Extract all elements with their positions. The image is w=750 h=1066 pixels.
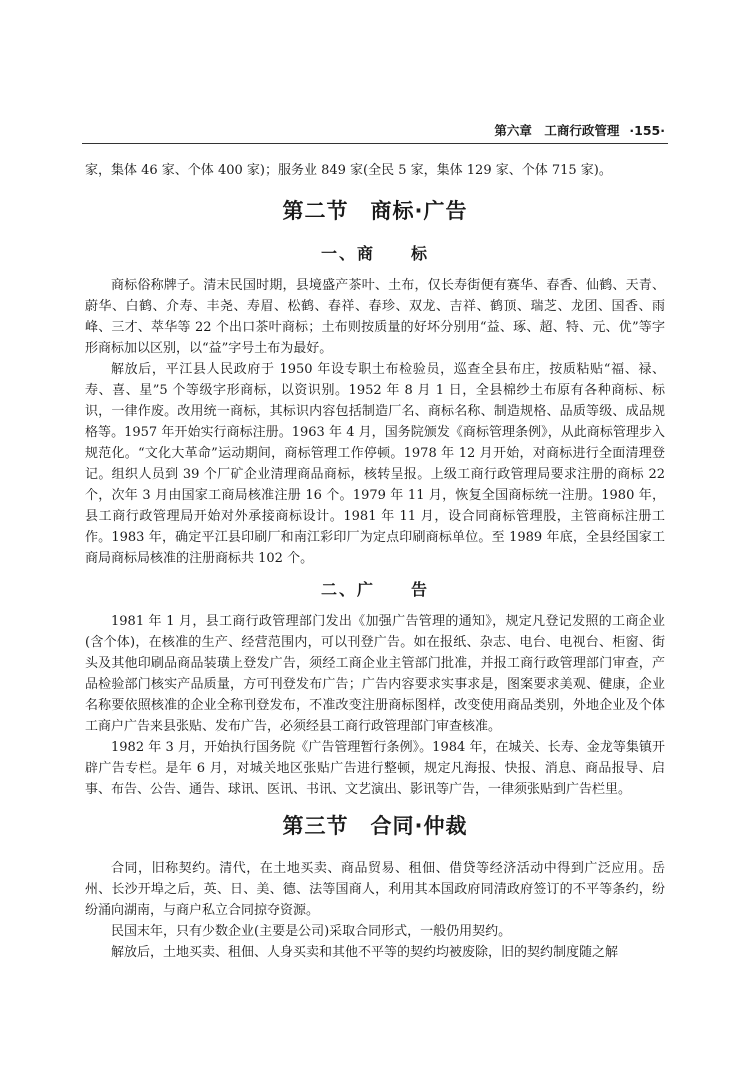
paragraph: 解放后，土地买卖、租佃、人身买卖和其他不平等的契约均被废除，旧的契约制度随之解 — [111, 945, 619, 960]
paragraph: 1982 年 3 月，开始执行国务院《广告管理暂行条例》。1984 年，在城关、长寿、金龙等集镇开辟广告专栏。是年 6 月，对城关地区张贴广告进行整顿，规定凡海报、快报、消息、商品报导、启事、布告、公告、通告、球讯、医讯、书讯、文艺演出、影讯等广告，一律须张贴到广告栏里。 — [85, 740, 665, 797]
subsection-title-advertising: 二、广 告 — [320, 580, 429, 599]
paragraph: 民国末年，只有少数企业(主要是公司)采取合同形式，一般仍用契约。 — [111, 924, 512, 939]
section-title-contract-arbitration: 第三节 合同·仲裁 — [282, 814, 468, 838]
page-body — [85, 160, 665, 963]
chapter-title: 第六章 工商行政管理 — [494, 123, 620, 138]
paragraph: 商标俗称牌子。清末民国时期，县境盛产茶叶、土布，仅长寿街便有赛华、春香、仙鹤、天青、蔚华、白鹤、介寿、丰尧、寿眉、松鹤、春祥、春珍、双龙、吉祥、鹤顶、瑞芝、龙团、国香、雨峰、三才、萃华等 22 个出口茶叶商标；土布则按质量的好坏分别用“益、琢、超、特、元、优”等字形商标加以区别，以“益”字号土布为最好。 — [85, 278, 665, 356]
header-rule — [82, 143, 668, 144]
section-title-trademark-advertising: 第二节 商标·广告 — [282, 199, 468, 223]
paragraph: 解放后，平江县人民政府于 1950 年设专职土布检验员，巡查全县布庄，按质粘贴“福、禄、寿、喜、星”5 个等级字形商标，以资识别。1952 年 8 月 1 日，全县棉纱土布原有各种商标、标识，一律作废。改用统一商标，其标识内容包括制造厂名、商标名称、制造规格、品质等级、成品规格等。1957 年开始实行商标注册。1963 年 4 月，国务院颁发《商标管理条例》，从此商标管理步入规范化。“文化大革命”运动期间，商标管理工作停顿。1978 年 12 月开始，对商标进行全面清理登记。组织人员到 39 个厂矿企业清理商品商标，核转呈报。上级工商行政管理局要求注册的商标 22 个，次年 3 月由国家工商局核准注册 16 个。1979 年 11 月，恢复全国商标统一注册。1980 年，县工商行政管理局开始对外承接商标设计。1981 年 11 月，设合同商标管理股，主管商标注册工作。1983 年，确定平江县印刷厂和南江彩印厂为定点印刷商标单位。至 1989 年底，全县经国家工商局商标局核准的注册商标共 102 个。 — [85, 362, 665, 566]
paragraph: 合同，旧称契约。清代，在土地买卖、商品贸易、租佃、借贷等经济活动中得到广泛应用。岳州、长沙开埠之后，英、日、美、德、法等国商人，利用其本国政府同清政府签订的不平等条约，纷纷涌向湖南，与商户私立合同掠夺资源。 — [85, 861, 665, 918]
continuation-text: 家，集体 46 家、个体 400 家)；服务业 849 家(全民 5 家，集体 129 家、个体 715 家)。 — [85, 163, 612, 178]
page-number: ·155· — [629, 123, 665, 138]
paragraph: 1981 年 1 月，县工商行政管理部门发出《加强广告管理的通知》，规定凡登记发照的工商企业(含个体)，在核准的生产、经营范围内，可以刊登广告。如在报纸、杂志、电台、电视台、柜窗、街头及其他印刷品商品装璜上登发广告，须经工商企业主管部门批准，并报工商行政管理部门审查，产品检验部门核实产品质量，方可刊登发布广告；广告内容要求实事求是，图案要求美观、健康，企业名称要依照核准的企业全称刊登发布，不准改变注册商标图样，改变使用商品类别，外地企业及个体工商户广告来县张贴、发布广告，必须经县工商行政管理部门审查核准。 — [85, 614, 665, 734]
running-head — [430, 121, 665, 139]
subsection-title-trademark: 一、商 标 — [320, 244, 429, 263]
